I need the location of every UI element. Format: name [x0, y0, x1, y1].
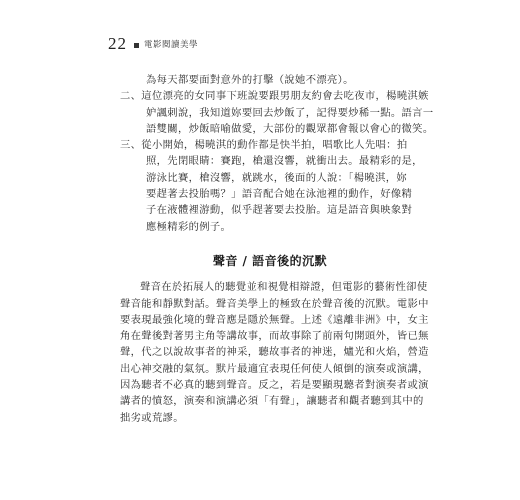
paragraph-line: 角在聲後對著男主角等講故事，而故事除了前兩句開頭外，皆已無	[120, 330, 429, 343]
header-bullet-icon	[134, 43, 139, 48]
paragraph-line: 出心神交融的氣氛。默片最適宜表現任何使人傾倒的演奏或演講，	[120, 362, 429, 375]
intro-line: 為每天都要面對意外的打擊（說她不漂亮）。	[146, 74, 354, 86]
list-item-line: 要趕著去投胎嗎？」語音配合她在泳池裡的動作，好像精	[146, 188, 413, 201]
book-title: 電影閱讀美學	[144, 40, 199, 50]
body-paragraph	[120, 279, 429, 426]
list-item-line: 二、這位漂亮的女同事下班說要跟男朋友約會去吃夜市，楊曉淇嫉	[120, 90, 429, 103]
paragraph-line: 聲音能和靜默對話。聲音美學上的極致在於聲音後的沉默。電影中	[120, 297, 429, 310]
paragraph-line: 因為聽者不必真的聽到聲音。反之，若是要顯現聽者對演奏者或演	[120, 379, 429, 392]
list-item-line: 妒諷刺說，我知道妳要回去炒飯了，記得要炒稀一點。語言一	[146, 106, 434, 119]
list-item-line: 應極精彩的例子。	[146, 220, 232, 233]
page-body	[120, 72, 434, 426]
paragraph-line: 要表現最強化境的聲音應是隱於無聲。上述《遠離非洲》中，女主	[120, 313, 429, 326]
list-item-line: 三、從小開始，楊曉淇的動作都是快半拍，唱歌比人先唱：拍	[120, 139, 408, 152]
paragraph-line: 講者的憤怒，演奏和演講必須「有聲」，讓聽者和觀者聽到其中的	[120, 395, 424, 408]
list-item-line: 游泳比賽，槍沒響，就跳水，後面的人說：「楊曉淇，妳	[146, 171, 408, 184]
list-item-3	[120, 137, 423, 235]
list-item-line: 語雙關，炒飯暗喻做愛，大部份的觀眾都會報以會心的微笑。	[146, 122, 434, 135]
paragraph-line: 聲，代之以說故事者的神采，聽故事者的神迷，爐光和火焰，營造	[120, 346, 429, 359]
list-item-line: 照，先閉眼睛：賽跑，槍還沒響，就衝出去。最精彩的是，	[146, 155, 423, 168]
paragraph-line: 聲音在於拓展人的聽覺並和視覺相辯證，但電影的藝術性卻使	[140, 281, 428, 294]
page-number: 22	[108, 34, 127, 53]
paragraph-line: 拙劣或荒謬。	[120, 411, 184, 424]
section-heading: 聲音 / 語音後的沉默	[212, 253, 328, 268]
list-item-line: 子在液體裡游動，似乎趕著要去投胎。這是語音與映象對	[146, 204, 413, 217]
list-item-2	[120, 88, 434, 137]
page-header	[108, 33, 198, 55]
